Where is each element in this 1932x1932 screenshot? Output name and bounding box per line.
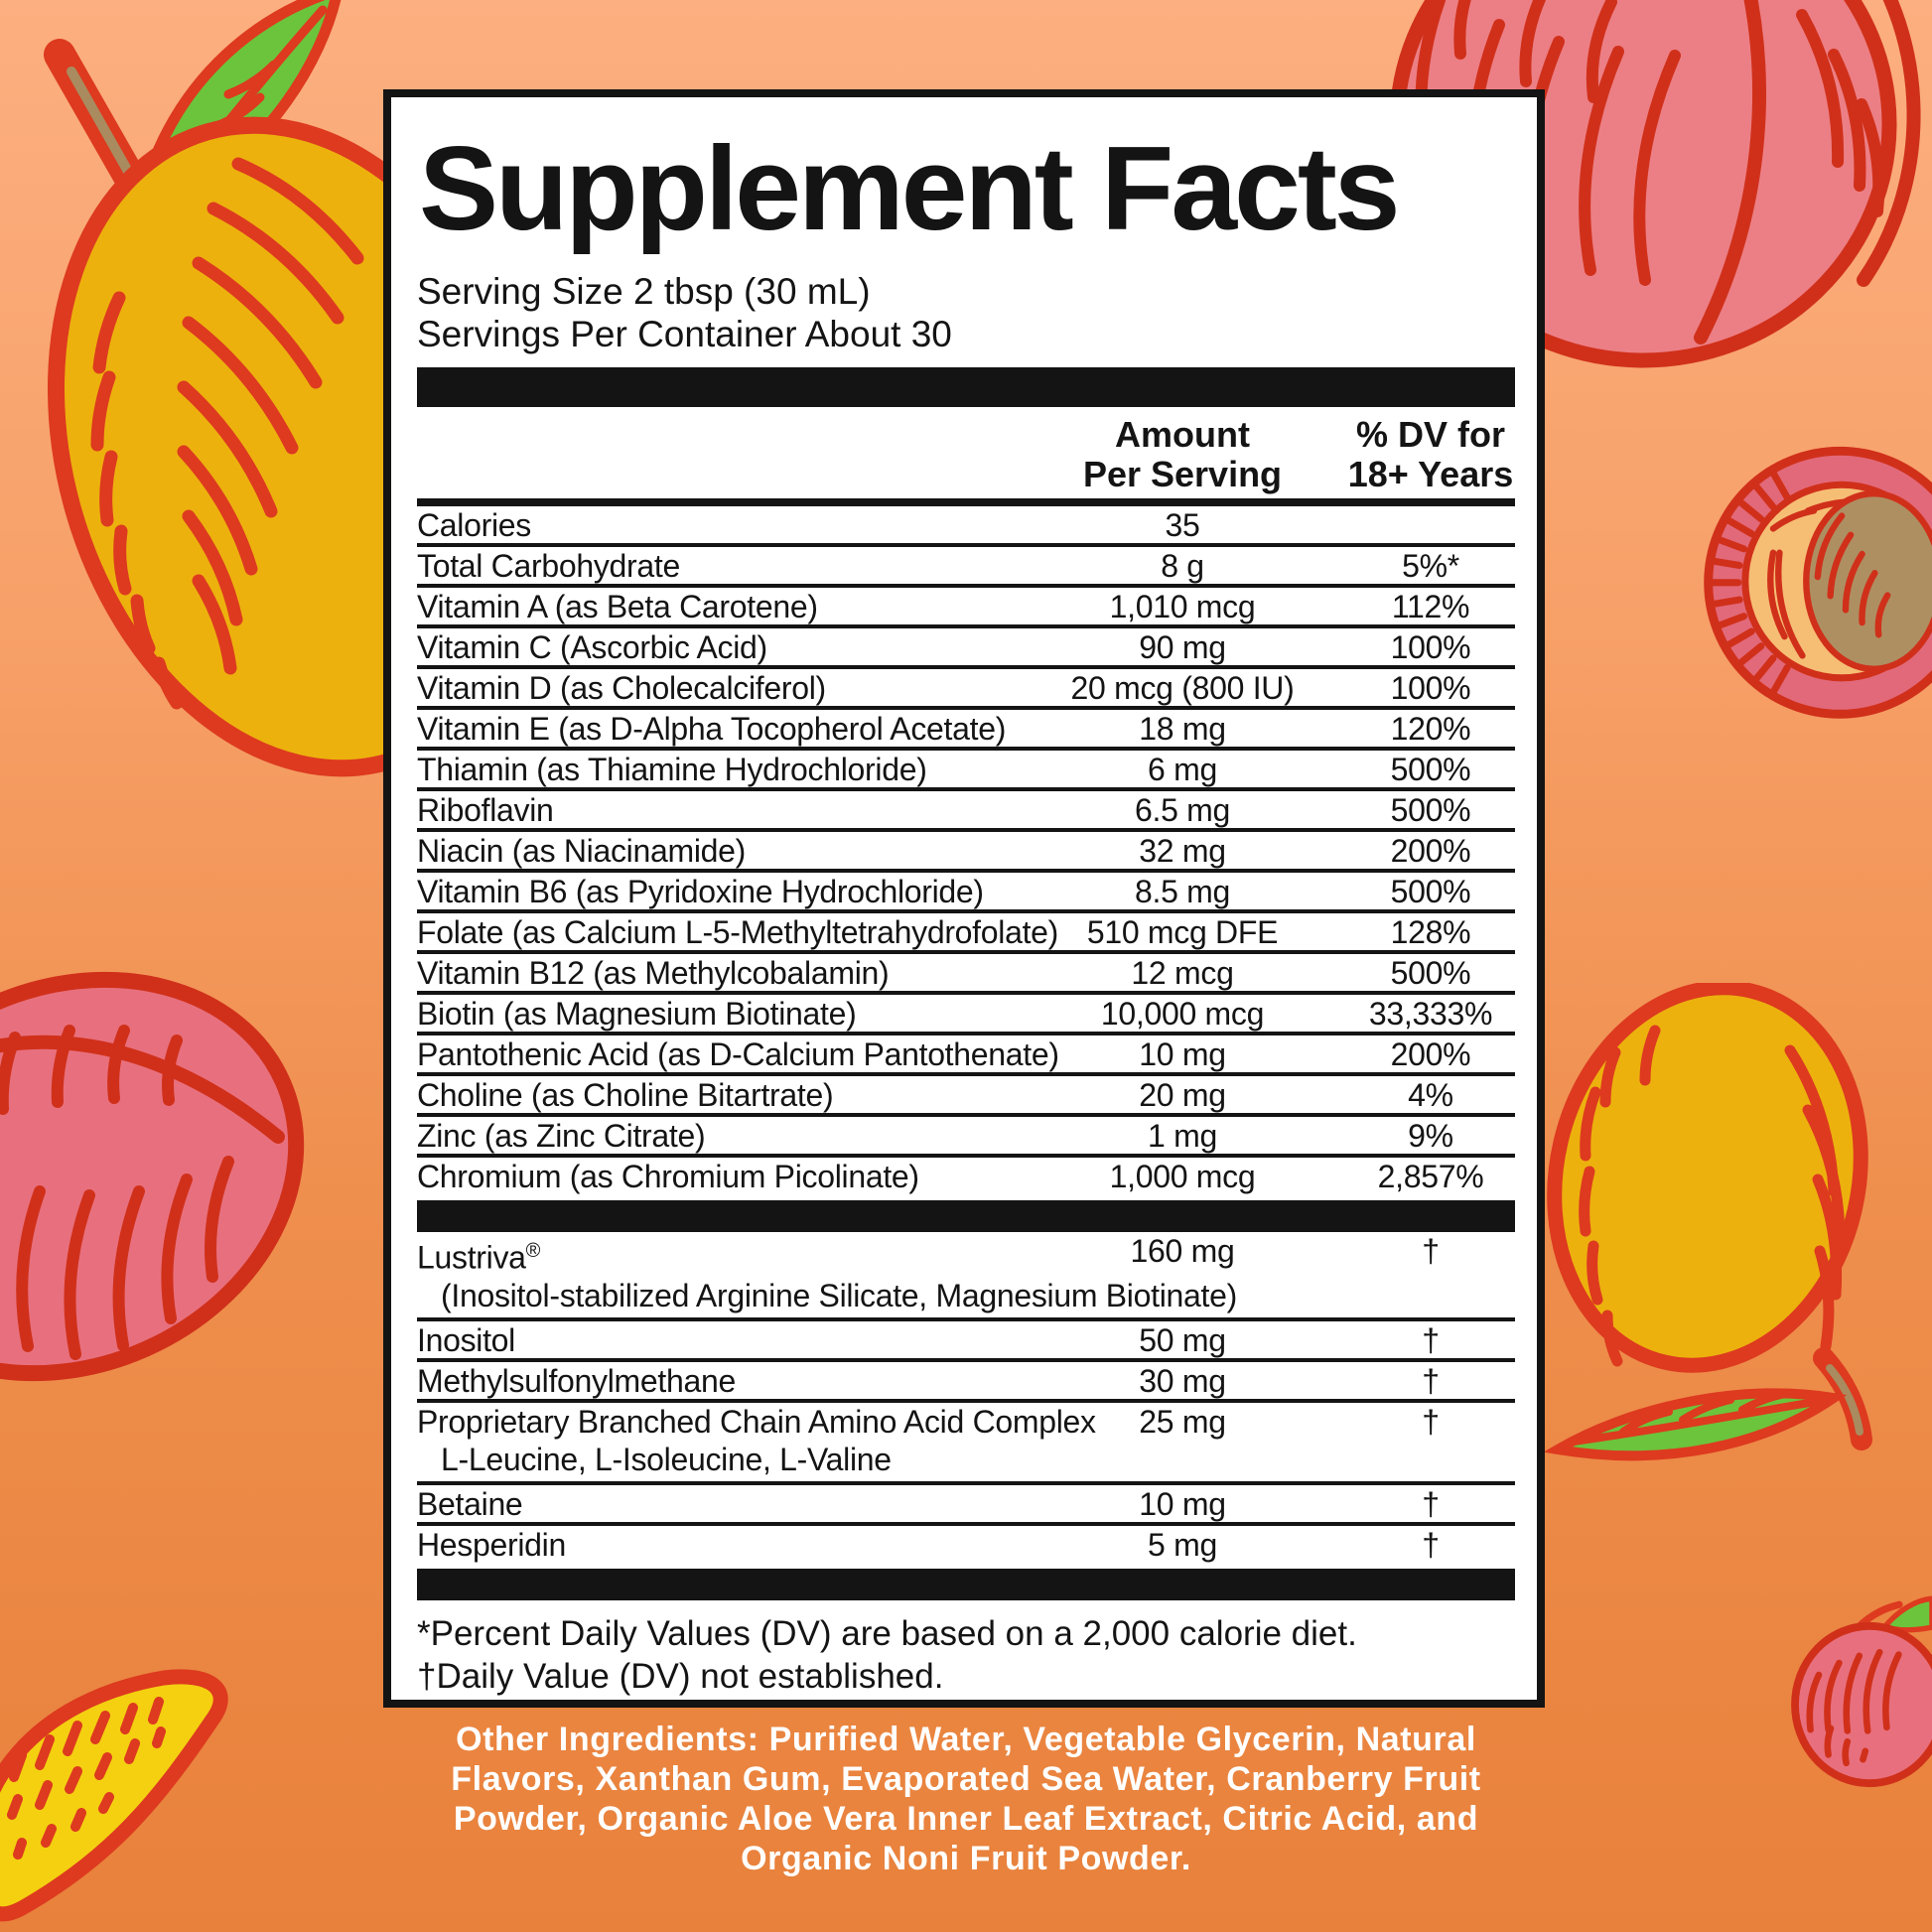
amount-column-header: Amount Per Serving <box>1082 414 1283 494</box>
nutrient-name: Chromium (as Chromium Picolinate) <box>417 1159 919 1194</box>
nutrient-rows <box>417 498 1515 1194</box>
other-ingredients: Other Ingredients: Purified Water, Vegetable Glycerin, Natural Flavors, Xanthan Gum, Evaporated Sea Water, Cranberry Fruit Powder, Organic Aloe Vera Inner Leaf Extract, Citric Acid, and Organic Noni Fruit Powder. <box>451 1721 1481 1877</box>
nutrient-amount: 90 mg <box>1139 629 1226 665</box>
nutrient-name: Vitamin E (as D-Alpha Tocopherol Acetate) <box>417 711 1007 747</box>
table-row <box>417 787 1515 828</box>
nutrient-name: Vitamin B6 (as Pyridoxine Hydrochloride) <box>417 874 984 909</box>
nutrient-dv: 500% <box>1390 752 1471 787</box>
footnotes <box>417 1612 1515 1698</box>
nutrient-dv: 120% <box>1390 711 1471 747</box>
table-row <box>417 1232 1515 1317</box>
nutrient-amount: 160 mg <box>1130 1233 1235 1269</box>
nutrient-dv: 4% <box>1408 1077 1453 1113</box>
nutrient-dv: 100% <box>1390 629 1471 665</box>
table-row <box>417 991 1515 1032</box>
mango-wedge-icon <box>0 1638 268 1932</box>
nutrient-dv: 112% <box>1391 589 1470 624</box>
nutrient-name: Choline (as Choline Bitartrate) <box>417 1077 834 1113</box>
separator-bar <box>417 1569 1515 1600</box>
nutrient-name: Vitamin A (as Beta Carotene) <box>417 589 818 624</box>
nutrient-amount: 18 mg <box>1139 711 1226 747</box>
table-row <box>417 1154 1515 1194</box>
nutrient-amount: 35 <box>1165 507 1200 543</box>
nutrient-dv: † <box>1422 1526 1440 1563</box>
servings-per-container: Servings Per Container About 30 <box>417 314 952 354</box>
nutrient-dv: 33,333% <box>1368 996 1493 1032</box>
nutrient-name: Betaine <box>417 1485 523 1522</box>
nutrient-amount: 10,000 mcg <box>1100 996 1265 1032</box>
nutrient-amount: 25 mg <box>1139 1403 1226 1440</box>
nutrient-dv: 500% <box>1390 792 1471 828</box>
nutrient-dv: 200% <box>1390 1036 1471 1072</box>
nutrient-amount: 10 mg <box>1139 1036 1226 1072</box>
table-row <box>417 506 1515 543</box>
mango-icon <box>0 0 417 834</box>
table-row <box>417 665 1515 706</box>
table-row <box>417 1317 1515 1358</box>
dv-column-header: % DV for 18+ Years <box>1347 414 1514 494</box>
table-row <box>417 909 1515 950</box>
table-row <box>417 869 1515 909</box>
nutrient-name: Folate (as Calcium L-5-Methyltetrahydrofolate) <box>417 914 1059 950</box>
nutrient-amount: 30 mg <box>1139 1362 1226 1399</box>
nutrient-sub-detail: L-Leucine, L-Isoleucine, L-Valine <box>441 1441 892 1477</box>
table-row <box>417 1072 1515 1113</box>
table-row <box>417 1522 1515 1563</box>
nutrient-name: Vitamin C (Ascorbic Acid) <box>417 629 767 665</box>
table-row <box>417 543 1515 584</box>
nutrient-amount: 1 mg <box>1148 1118 1217 1154</box>
peach-half-icon <box>1678 367 1932 804</box>
column-headers <box>417 407 1515 498</box>
pink-peach-icon <box>0 923 308 1479</box>
nutrient-dv <box>1346 506 1515 507</box>
nutrient-dv: 500% <box>1390 874 1471 909</box>
nutrient-dv: 100% <box>1390 670 1471 706</box>
panel-title: Supplement Facts <box>419 122 1398 255</box>
nutrient-amount: 1,010 mcg <box>1109 589 1256 624</box>
nutrient-amount: 20 mg <box>1139 1077 1226 1113</box>
nutrient-name: Riboflavin <box>417 792 554 828</box>
nutrient-dv: † <box>1422 1485 1440 1522</box>
nutrient-name: Calories <box>417 507 531 543</box>
nutrient-amount: 6.5 mg <box>1134 792 1231 828</box>
nutrient-dv: 200% <box>1390 833 1471 869</box>
nutrient-name: Vitamin B12 (as Methylcobalamin) <box>417 955 890 991</box>
nutrient-amount: 5 mg <box>1148 1526 1217 1563</box>
nutrient-dv: 5%* <box>1402 548 1459 584</box>
separator-bar <box>417 367 1515 407</box>
mango-with-leaf-icon <box>1534 983 1932 1479</box>
table-row <box>417 1399 1515 1481</box>
nutrient-name: Inositol <box>417 1321 515 1358</box>
nutrient-name: Methylsulfonylmethane <box>417 1362 736 1399</box>
table-row <box>417 1358 1515 1399</box>
nutrient-name: Proprietary Branched Chain Amino Acid Complex <box>417 1403 1096 1440</box>
table-row <box>417 624 1515 665</box>
nutrient-dv: † <box>1422 1362 1440 1399</box>
nutrient-amount: 32 mg <box>1139 833 1226 869</box>
table-row <box>417 1481 1515 1522</box>
table-row <box>417 706 1515 747</box>
nutrient-name: Biotin (as Magnesium Biotinate) <box>417 996 857 1032</box>
extra-rows <box>417 1232 1515 1563</box>
nutrient-name: Thiamin (as Thiamine Hydrochloride) <box>417 752 927 787</box>
footnote-dagger: †Daily Value (DV) not established. <box>417 1656 944 1696</box>
nutrient-name: Zinc (as Zinc Citrate) <box>417 1118 706 1154</box>
table-row <box>417 747 1515 787</box>
nutrient-dv: † <box>1422 1233 1440 1269</box>
nutrient-name: Niacin (as Niacinamide) <box>417 833 746 869</box>
nutrient-dv: 128% <box>1390 914 1471 950</box>
nutrient-sub-detail: (Inositol-stabilized Arginine Silicate, Magnesium Biotinate) <box>441 1277 1237 1313</box>
nutrient-dv: 500% <box>1390 955 1471 991</box>
nutrient-name: Total Carbohydrate <box>417 548 680 584</box>
nutrient-amount: 20 mcg (800 IU) <box>1070 670 1295 706</box>
nutrient-name: Lustriva® <box>417 1239 541 1276</box>
small-peach-icon <box>1777 1544 1932 1842</box>
nutrient-dv: 2,857% <box>1377 1159 1484 1194</box>
table-row <box>417 1032 1515 1072</box>
nutrient-dv: † <box>1422 1403 1440 1440</box>
separator-bar <box>417 1200 1515 1232</box>
nutrient-name: Hesperidin <box>417 1526 566 1563</box>
nutrient-amount: 10 mg <box>1139 1485 1226 1522</box>
table-row <box>417 950 1515 991</box>
nutrient-amount: 8.5 mg <box>1134 874 1231 909</box>
table-row <box>417 828 1515 869</box>
nutrient-dv: 9% <box>1408 1118 1453 1154</box>
nutrient-amount: 1,000 mcg <box>1109 1159 1256 1194</box>
nutrient-amount: 6 mg <box>1148 752 1217 787</box>
supplement-facts-panel <box>383 89 1545 1708</box>
nutrient-amount: 8 g <box>1161 548 1204 584</box>
nutrient-dv: † <box>1422 1321 1440 1358</box>
footnote-dv: *Percent Daily Values (DV) are based on a 2,000 calorie diet. <box>417 1613 1357 1653</box>
nutrient-amount: 510 mcg DFE <box>1086 914 1279 950</box>
nutrient-name: Vitamin D (as Cholecalciferol) <box>417 670 826 706</box>
nutrient-amount: 50 mg <box>1139 1321 1226 1358</box>
table-row <box>417 584 1515 624</box>
serving-size: Serving Size 2 tbsp (30 mL) <box>417 271 871 312</box>
nutrient-name: Pantothenic Acid (as D-Calcium Pantothenate) <box>417 1036 1059 1072</box>
nutrient-amount: 12 mcg <box>1131 955 1234 991</box>
table-row <box>417 1113 1515 1154</box>
